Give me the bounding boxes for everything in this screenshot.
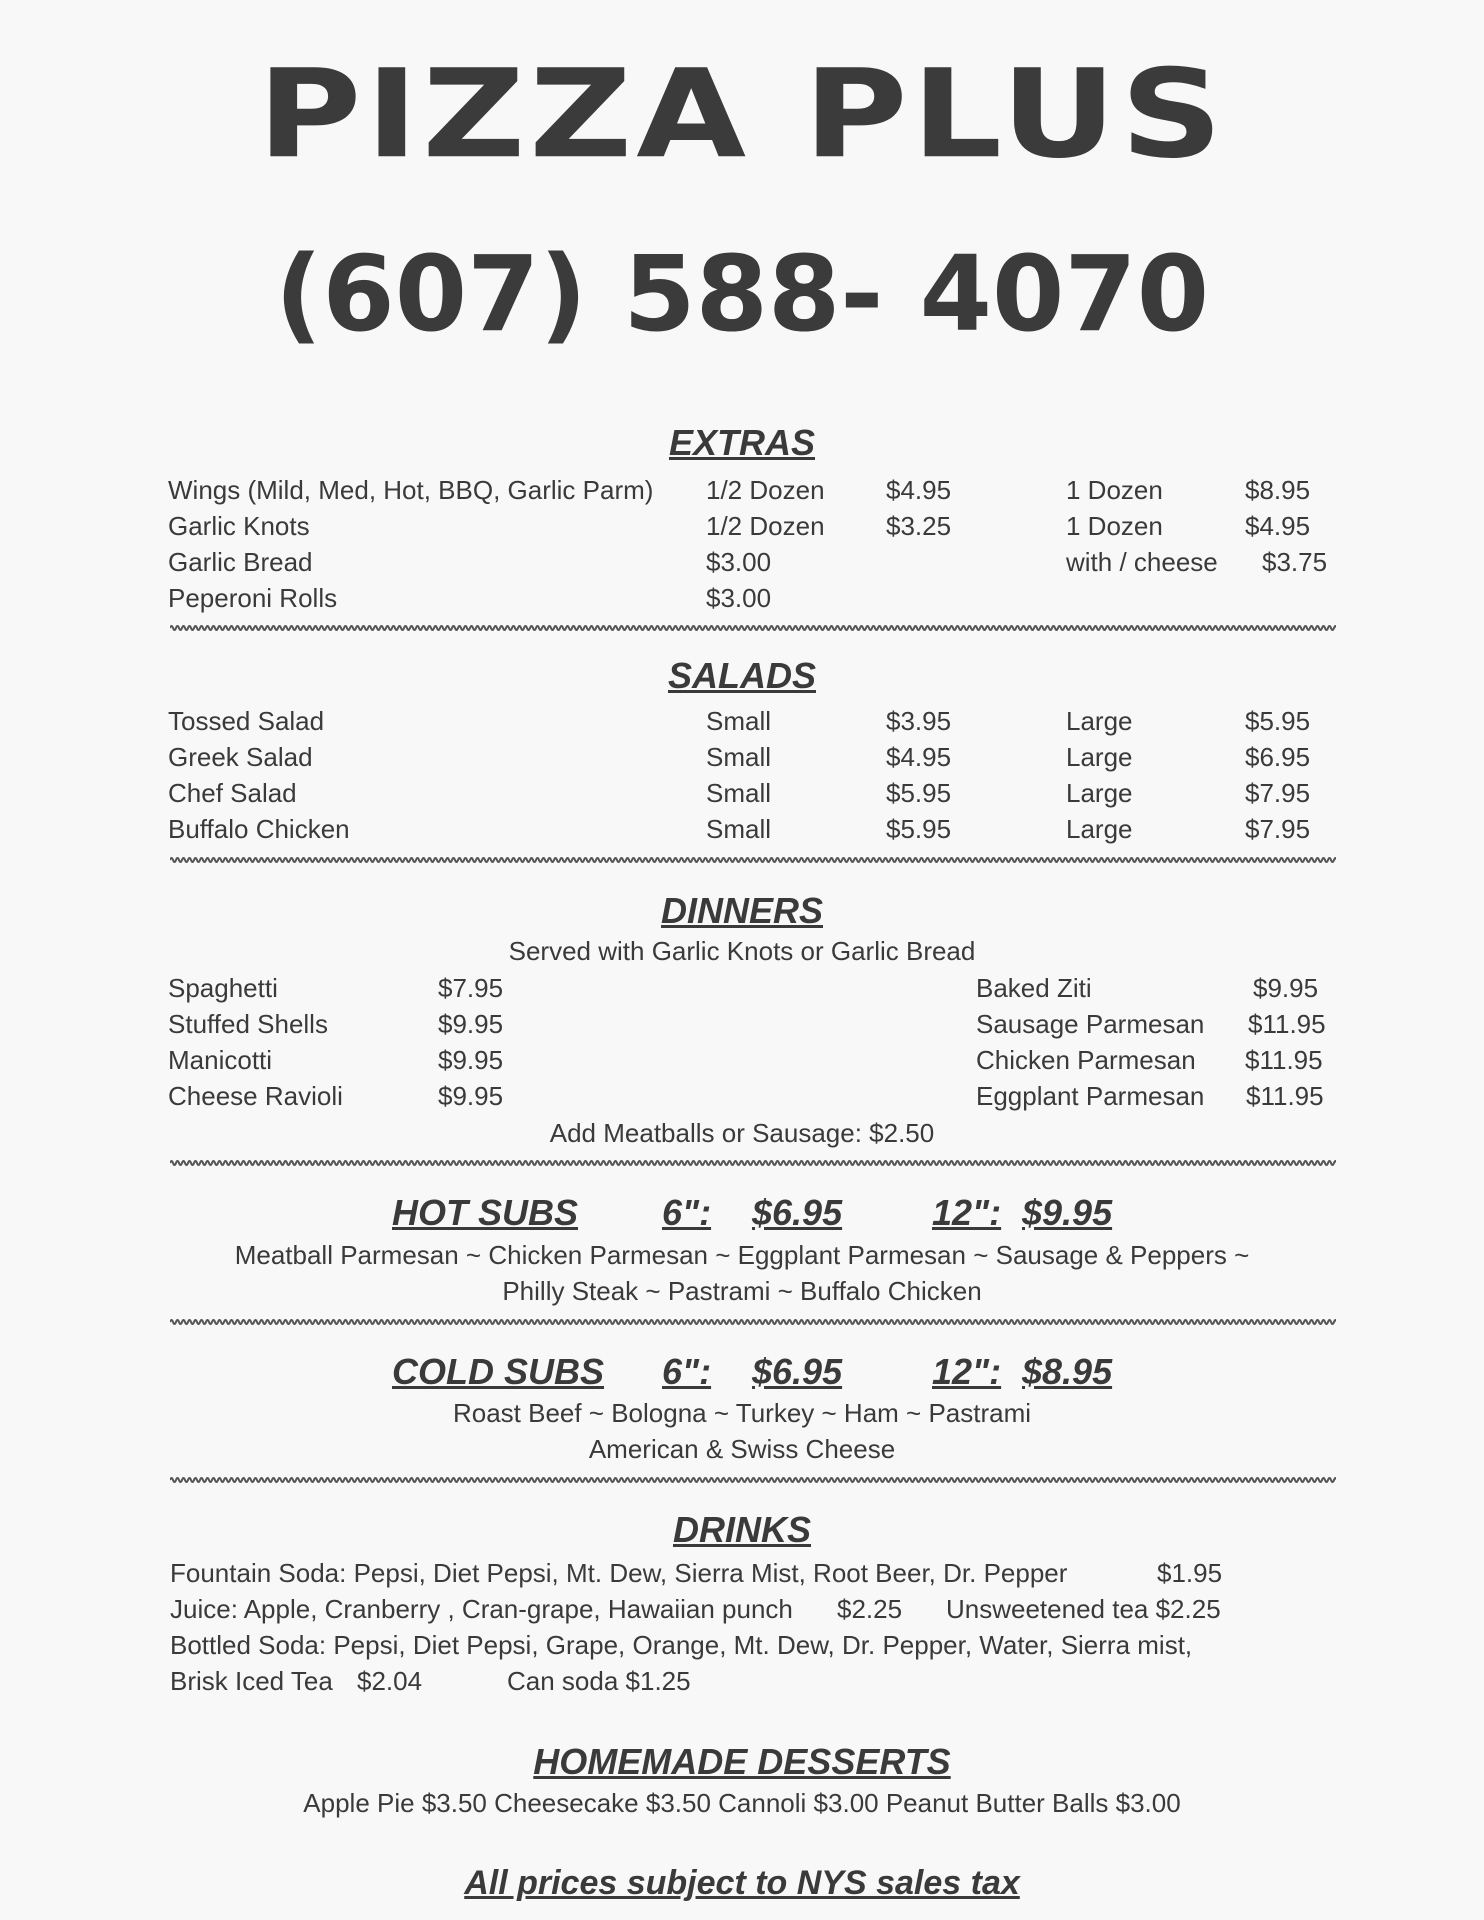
salad-size-large: Large [1066,814,1133,844]
salad-price-large: $5.95 [1245,706,1311,736]
cold-subs-list-line1: Roast Beef ~ Bologna ~ Turkey ~ Ham ~ Pastrami [452,1398,1032,1428]
drinks-juice-price: $2.25 [837,1594,903,1624]
salad-price-large: $7.95 [1245,778,1311,808]
drinks-tea: Unsweetened tea $2.25 [946,1594,1221,1624]
extras-heading: EXTRAS [668,422,816,463]
drinks-brisk-price: $2.04 [357,1666,423,1696]
dinner-price: $9.95 [438,1045,504,1075]
salad-size-large: Large [1066,742,1133,772]
salad-price-small: $5.95 [886,778,952,808]
cold-subs-list-line2: American & Swiss Cheese [588,1434,896,1464]
dinner-price: $9.95 [1253,973,1319,1003]
salad-size-small: Small [706,706,772,736]
dinner-price: $11.95 [1245,1045,1323,1075]
drinks-heading: DRINKS [672,1509,811,1550]
hot-subs-price-large: $9.95 [1022,1192,1113,1233]
restaurant-title: PIZZA PLUS [257,43,1227,186]
salad-name: Buffalo Chicken [168,814,350,844]
salad-size-small: Small [706,814,772,844]
hot-subs-list-line2: Philly Steak ~ Pastrami ~ Buffalo Chicken [502,1276,982,1306]
extras-item-price1: $4.95 [886,475,952,505]
dinner-price: $9.95 [438,1009,504,1039]
section-divider [170,1475,1336,1485]
cold-subs-price-small: $6.95 [752,1351,843,1392]
dinner-name: Stuffed Shells [168,1009,328,1039]
salad-price-large: $6.95 [1245,742,1311,772]
drinks-can: Can soda $1.25 [507,1666,691,1696]
drinks-juice: Juice: Apple, Cranberry , Cran-grape, Hawaiian punch [170,1594,793,1624]
dinner-price: $11.95 [1246,1081,1324,1111]
extras-item-name: Wings (Mild, Med, Hot, BBQ, Garlic Parm) [168,475,654,505]
extras-item-size2: 1 Dozen [1066,475,1163,505]
section-divider [170,623,1336,633]
hot-subs-list-line1: Meatball Parmesan ~ Chicken Parmesan ~ Eggplant Parmesan ~ Sausage & Peppers ~ [234,1240,1250,1270]
cold-subs-size-small: 6": [662,1351,712,1392]
phone-number: (607) 588- 4070 [274,233,1210,355]
hot-subs-size-small: 6": [662,1192,712,1233]
hot-subs-size-large: 12": [932,1192,1002,1233]
desserts-line: Apple Pie $3.50 Cheesecake $3.50 Cannoli $3.00 Peanut Butter Balls $3.00 [303,1788,1181,1818]
salad-name: Greek Salad [168,742,313,772]
dinner-price: $11.95 [1248,1009,1326,1039]
salad-size-large: Large [1066,706,1133,736]
cold-subs-price-large: $8.95 [1022,1351,1113,1392]
salad-name: Tossed Salad [168,706,325,736]
cold-subs-size-large: 12": [932,1351,1002,1392]
dinner-name: Spaghetti [168,973,278,1003]
dinner-name: Manicotti [168,1045,273,1075]
salad-price-small: $3.95 [886,706,952,736]
extras-item-size1: 1/2 Dozen [706,511,825,541]
desserts-heading: HOMEMADE DESSERTS [533,1741,951,1782]
dinner-name: Chicken Parmesan [976,1045,1196,1075]
salads-heading: SALADS [667,655,816,696]
hot-subs-heading: HOT SUBS [392,1192,579,1233]
section-divider [170,1317,1336,1327]
extras-item-name: Garlic Bread [168,547,313,577]
cold-subs-heading: COLD SUBS [392,1351,605,1392]
salad-price-large: $7.95 [1245,814,1311,844]
dinners-heading: DINNERS [660,890,824,931]
extras-item-size2: 1 Dozen [1066,511,1163,541]
drinks-fountain: Fountain Soda: Pepsi, Diet Pepsi, Mt. Dew, Sierra Mist, Root Beer, Dr. Pepper [170,1558,1068,1588]
extras-item-size2: with / cheese [1066,547,1218,577]
extras-item-price2: $8.95 [1245,475,1311,505]
drinks-bottled: Bottled Soda: Pepsi, Diet Pepsi, Grape, Orange, Mt. Dew, Dr. Pepper, Water, Sierra mist, [170,1630,1193,1660]
salad-size-small: Small [706,742,772,772]
dinner-price: $9.95 [438,1081,504,1111]
dinner-name: Baked Ziti [976,973,1092,1003]
dinner-name: Eggplant Parmesan [976,1081,1205,1111]
dinners-subtitle: Served with Garlic Knots or Garlic Bread [508,936,976,966]
extras-item-size1: 1/2 Dozen [706,475,825,505]
salad-size-small: Small [706,778,772,808]
dinner-name: Sausage Parmesan [976,1009,1205,1039]
salad-name: Chef Salad [168,778,297,808]
dinners-addon: Add Meatballs or Sausage: $2.50 [549,1118,935,1148]
extras-item-name: Garlic Knots [168,511,310,541]
extras-item-price2: $4.95 [1245,511,1311,541]
tax-note: All prices subject to NYS sales tax [464,1864,1020,1902]
extras-item-name: Peperoni Rolls [168,583,338,613]
hot-subs-price-small: $6.95 [752,1192,843,1233]
drinks-brisk: Brisk Iced Tea [170,1666,333,1696]
salad-price-small: $5.95 [886,814,952,844]
extras-item-price1: $3.25 [886,511,952,541]
extras-item-size1: $3.00 [706,583,772,613]
section-divider [170,855,1336,865]
salad-price-small: $4.95 [886,742,952,772]
extras-item-size1: $3.00 [706,547,772,577]
salad-size-large: Large [1066,778,1133,808]
drinks-fountain-price: $1.95 [1157,1558,1223,1588]
extras-item-price2: $3.75 [1262,547,1328,577]
dinner-price: $7.95 [438,973,504,1003]
dinner-name: Cheese Ravioli [168,1081,343,1111]
section-divider [170,1158,1336,1168]
